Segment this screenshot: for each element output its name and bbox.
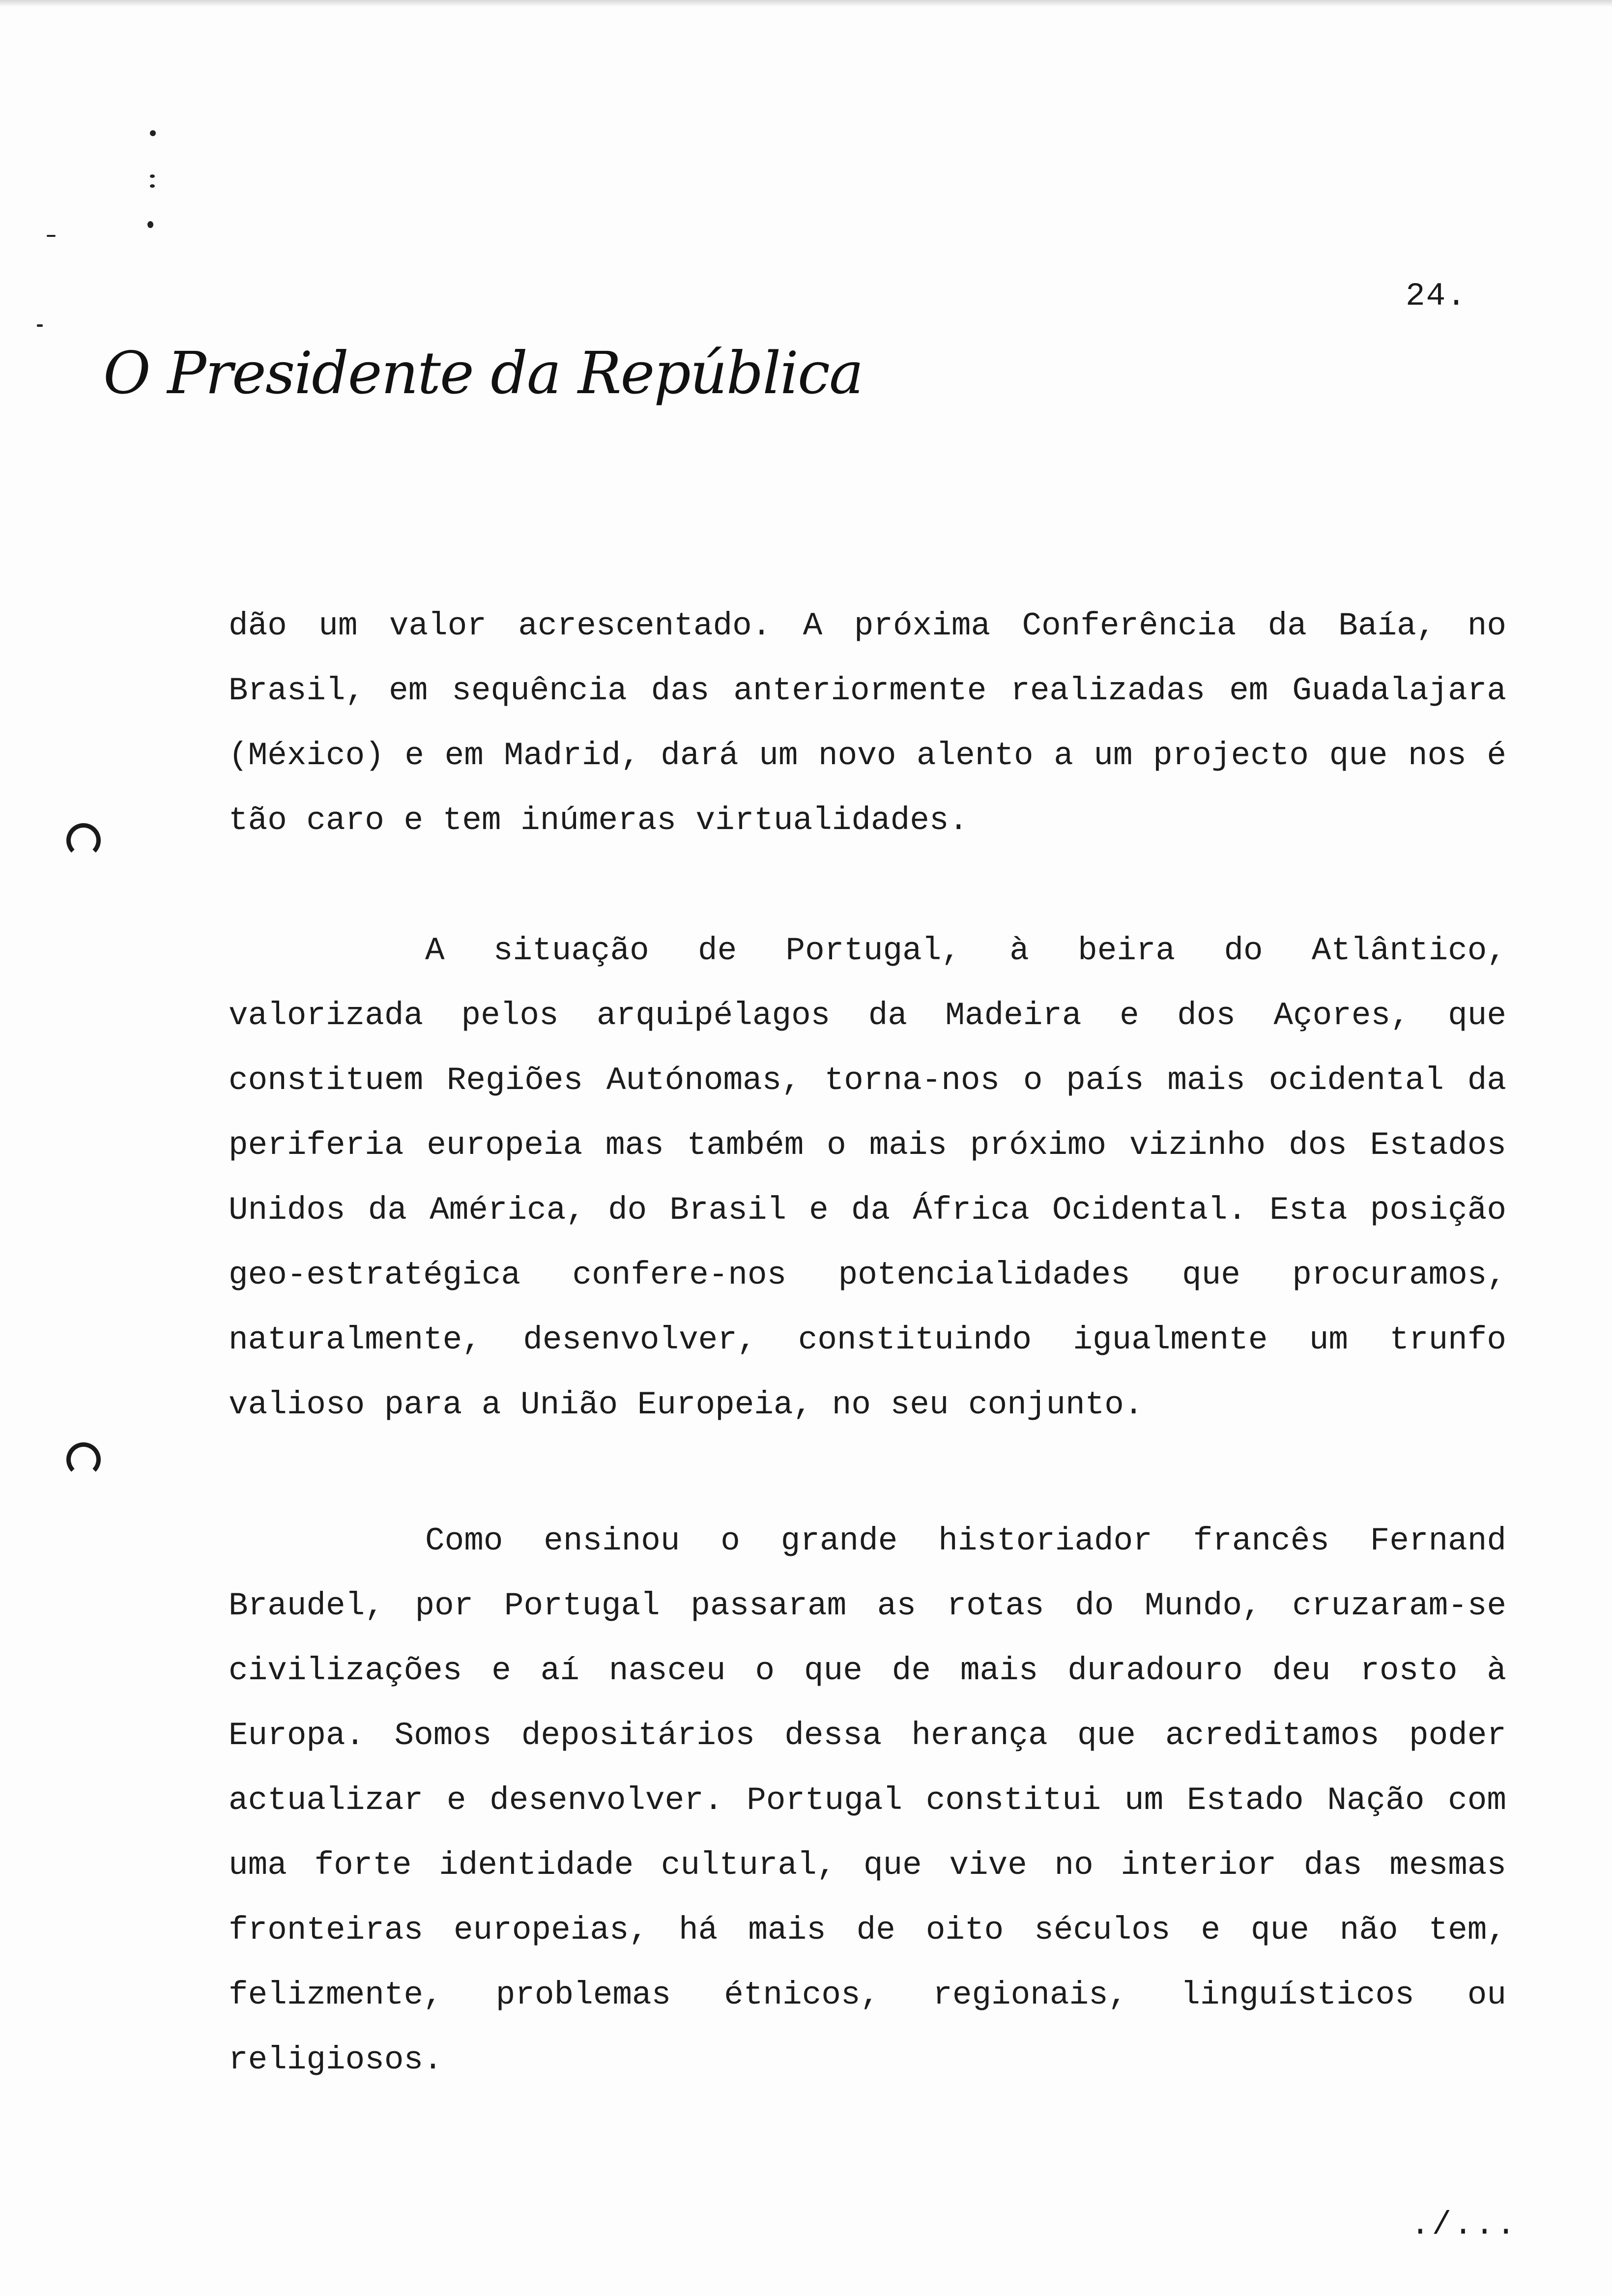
page-number: 24. (1406, 278, 1467, 315)
scan-edge (0, 0, 1612, 7)
punch-hole-icon (66, 1442, 101, 1477)
scan-speck (150, 174, 155, 178)
scan-speck (150, 184, 155, 188)
scan-speck (150, 130, 156, 136)
paragraph: dão um valor acrescentado. A próxima Conferência da Baía, no Brasil, em sequência das anteriormente realizadas em Guadalajara (México) e em Madrid, dará um novo alento a um projecto que nos é tão caro e tem inúmeras virtualidades. (229, 607, 1506, 839)
punch-hole-icon (66, 823, 101, 858)
scan-speck (47, 235, 56, 237)
paragraph: Como ensinou o grande historiador francês Fernand Braudel, por Portugal passaram as rotas do Mundo, cruzaram-se civilizações e aí nasceu o que de mais duradouro deu rosto à Europa. Somos depositários dessa herança que acreditamos poder actualizar e desenvolver. Portugal constitui um Estado Nação com uma forte identidade cultural, que vive no interior das mesmas fronteiras europeias, há mais de oito séculos e que não tem, felizmente, problemas étnicos, regionais, linguísticos ou religiosos. (229, 1522, 1506, 2078)
paragraph: A situação de Portugal, à beira do Atlântico, valorizada pelos arquipélagos da Madeira e dos Açores, que constituem Regiões Autónomas, torna-nos o país mais ocidental da periferia europeia mas também o mais próximo vizinho dos Estados Unidos da América, do Brasil e da África Ocidental. Esta posição geo-estratégica confere-nos potencialidades que procuramos, naturalmente, desenvolver, constituindo igualmente um trunfo valioso para a União Europeia, no seu conjunto. (229, 932, 1506, 1423)
scan-speck (37, 324, 43, 327)
scan-speck (147, 221, 153, 228)
letterhead-script: O Presidente da República (103, 339, 863, 407)
continuation-mark: ./... (1410, 2207, 1518, 2243)
